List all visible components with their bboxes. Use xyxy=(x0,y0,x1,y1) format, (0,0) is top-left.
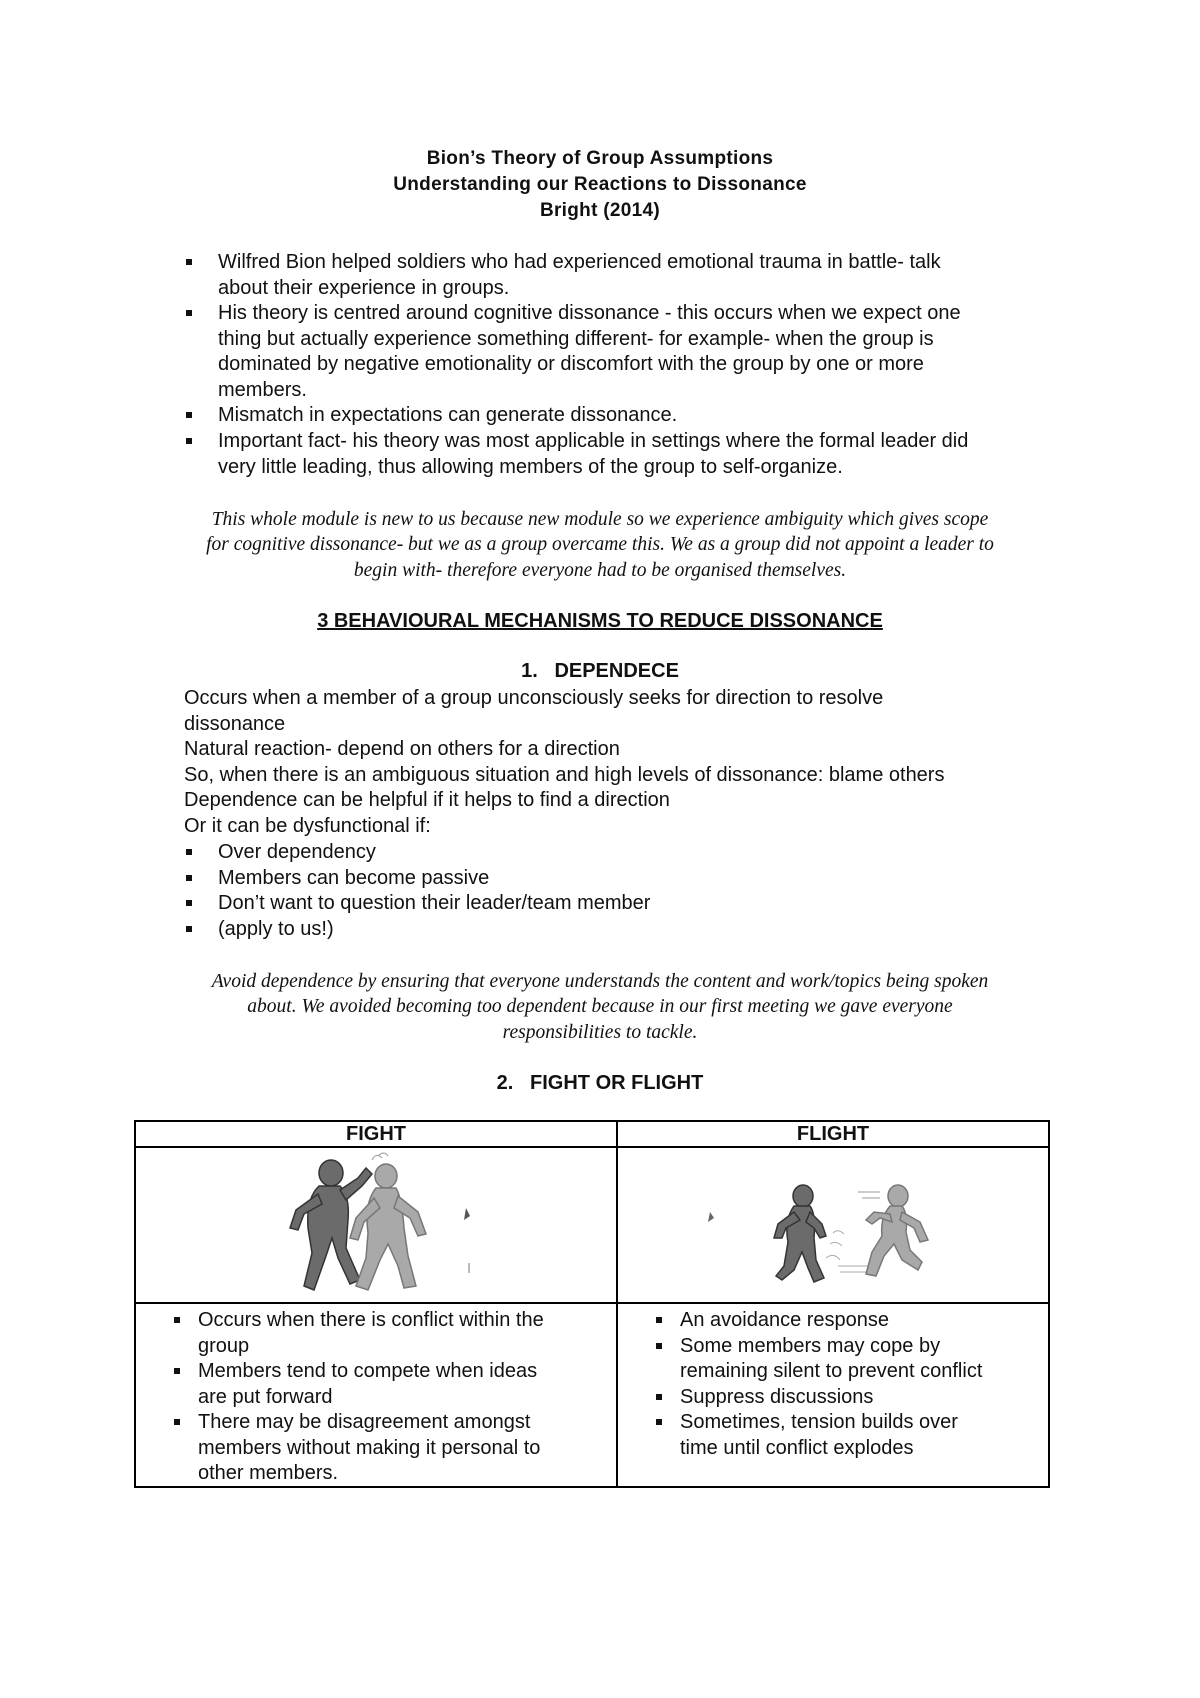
reflection-line: for cognitive dissonance- but we as a group overcame this. We as a group did not appoint a leader to xyxy=(206,534,994,555)
dependence-title: DEPENDECE xyxy=(554,660,679,682)
table-image-row xyxy=(135,1147,1049,1303)
fight-flight-number: 2. xyxy=(496,1072,514,1094)
bullet-text: Sometimes, tension builds over xyxy=(680,1411,958,1433)
table-header-row xyxy=(135,1121,1049,1147)
flight-figures-icon xyxy=(618,1148,1050,1302)
bullet-text: (apply to us!) xyxy=(218,918,334,940)
bullet-square-icon xyxy=(174,1419,180,1425)
fight-list-cell xyxy=(135,1303,617,1487)
flight-image-cell xyxy=(617,1147,1049,1303)
bullet-square-icon xyxy=(656,1317,662,1323)
bullet-text: Some members may cope by xyxy=(680,1334,941,1357)
fight-flight-title: FIGHT OR FLIGHT xyxy=(530,1072,704,1094)
bullet-text: Mismatch in expectations can generate dissonance. xyxy=(218,404,678,426)
bullet-square-icon xyxy=(186,259,192,265)
reflection-line: Avoid dependence by ensuring that everyone understands the content and work/topics being spoken xyxy=(211,971,989,992)
bullet-text: dominated by negative emotionality or discomfort with the group by one or more xyxy=(218,353,924,375)
document-subtitle: Understanding our Reactions to Dissonance xyxy=(393,174,807,195)
bullet-square-icon xyxy=(656,1394,662,1400)
reflection-line: This whole module is new to us because new module so we experience ambiguity which gives scope xyxy=(211,509,989,530)
bullet-text: group xyxy=(198,1334,250,1357)
reflection-line: about. We avoided becoming too dependent because in our first meeting we gave everyone xyxy=(247,996,953,1017)
bullet-text: thing but actually experience something different- for example- when the group is xyxy=(218,327,934,350)
bullet-square-icon xyxy=(186,926,192,932)
bullet-text: An avoidance response xyxy=(680,1309,890,1331)
fight-flight-table xyxy=(134,1120,1050,1488)
bullet-text: members. xyxy=(218,378,307,401)
dependence-line: dissonance xyxy=(184,713,286,735)
bullet-text: Wilfred Bion helped soldiers who had experienced emotional trauma in battle- talk xyxy=(218,251,941,273)
fight-figures-icon xyxy=(136,1148,616,1302)
dependence-line: Occurs when a member of a group unconsciously seeks for direction to resolve xyxy=(184,687,884,709)
table-list-row xyxy=(135,1303,1049,1487)
bullet-square-icon xyxy=(186,438,192,444)
dependence-line: Dependence can be helpful if it helps to find a direction xyxy=(184,789,670,811)
fight-header: FIGHT xyxy=(135,1121,617,1147)
bullet-square-icon xyxy=(656,1343,662,1349)
bullet-text: Important fact- his theory was most applicable in settings where the formal leader did xyxy=(218,430,969,452)
bullet-text: time until conflict explodes xyxy=(680,1436,914,1459)
bullet-square-icon xyxy=(174,1317,180,1323)
flight-list-cell xyxy=(617,1303,1049,1487)
mechanisms-heading xyxy=(0,610,1200,633)
bullet-square-icon xyxy=(186,310,192,316)
bullet-text: Over dependency xyxy=(218,841,376,863)
bullet-text: Suppress discussions xyxy=(680,1385,874,1408)
dependence-line: Or it can be dysfunctional if: xyxy=(184,815,431,837)
bullet-text: other members. xyxy=(198,1462,339,1484)
bullet-text: There may be disagreement amongst xyxy=(198,1411,531,1433)
bullet-square-icon xyxy=(186,412,192,418)
bullet-square-icon xyxy=(186,849,192,855)
bullet-text: Members tend to compete when ideas xyxy=(198,1360,538,1382)
bullet-text: are put forward xyxy=(198,1385,333,1408)
bullet-text: His theory is centred around cognitive dissonance - this occurs when we expect one xyxy=(218,302,961,324)
bullet-text: very little leading, thus allowing members of the group to self-organize. xyxy=(218,455,843,478)
document-title: Bion’s Theory of Group Assumptions xyxy=(426,148,774,169)
bullet-square-icon xyxy=(656,1419,662,1425)
dependence-number: 1. xyxy=(521,660,538,682)
bullet-text: Occurs when there is conflict within the xyxy=(198,1309,544,1331)
document-author: Bright (2014) xyxy=(539,200,661,221)
mechanisms-heading-text: 3 BEHAVIOURAL MECHANISMS TO REDUCE DISSONANCE xyxy=(317,610,883,632)
reflection-line: responsibilities to tackle. xyxy=(502,1022,698,1043)
dependence-line: Natural reaction- depend on others for a direction xyxy=(184,738,620,760)
fight-image-cell xyxy=(135,1147,617,1303)
dependence-line: So, when there is an ambiguous situation and high levels of dissonance: blame others xyxy=(184,764,945,786)
bullet-text: Members can become passive xyxy=(218,867,490,889)
fight-flight-heading xyxy=(0,1072,1200,1095)
bullet-text: Don’t want to question their leader/team member xyxy=(218,892,651,914)
bullet-text: remaining silent to prevent conflict xyxy=(680,1360,983,1382)
flight-header: FLIGHT xyxy=(617,1121,1049,1147)
bullet-text: about their experience in groups. xyxy=(218,276,510,299)
dependence-heading xyxy=(0,660,1200,683)
bullet-square-icon xyxy=(186,900,192,906)
bullet-square-icon xyxy=(174,1368,180,1374)
bullet-square-icon xyxy=(186,875,192,881)
bullet-text: members without making it personal to xyxy=(198,1436,541,1459)
reflection-line: begin with- therefore everyone had to be organised themselves. xyxy=(353,560,847,581)
